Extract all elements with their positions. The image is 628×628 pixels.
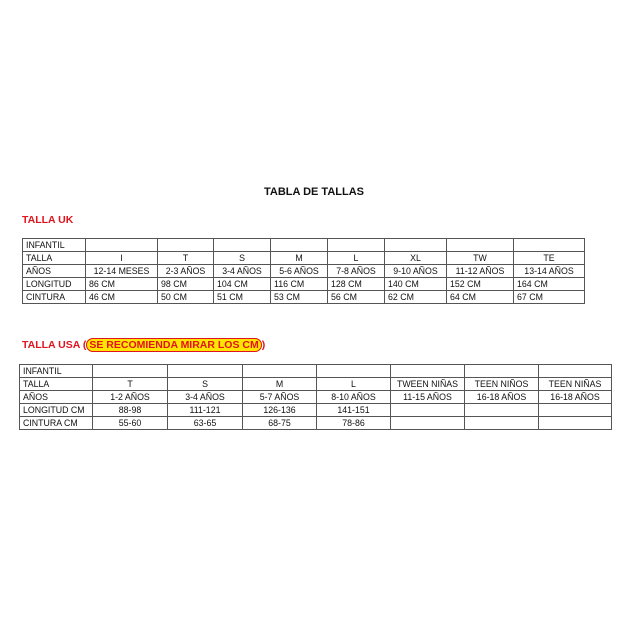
uk-cell	[447, 239, 514, 252]
uk-cell: 62 CM	[385, 291, 447, 304]
uk-cell: 9-10 AÑOS	[385, 265, 447, 278]
uk-cell	[385, 239, 447, 252]
usa-cell: 16-18 AÑOS	[539, 391, 612, 404]
uk-cell: I	[86, 252, 158, 265]
usa-cell: 126-136	[243, 404, 317, 417]
usa-cell: S	[168, 378, 243, 391]
usa-cell: 68-75	[243, 417, 317, 430]
uk-cell: TW	[447, 252, 514, 265]
uk-cell: 13-14 AÑOS	[514, 265, 585, 278]
uk-cell: 128 CM	[328, 278, 385, 291]
usa-row-label: CINTURA CM	[20, 417, 93, 430]
uk-cell: 53 CM	[271, 291, 328, 304]
usa-cell: 3-4 AÑOS	[168, 391, 243, 404]
uk-cell: 140 CM	[385, 278, 447, 291]
usa-cell: 8-10 AÑOS	[317, 391, 391, 404]
uk-cell: 164 CM	[514, 278, 585, 291]
uk-row-infantil	[23, 239, 585, 252]
usa-label-suffix: )	[261, 339, 266, 351]
uk-cell: L	[328, 252, 385, 265]
usa-cell: TEEN NIÑAS	[539, 378, 612, 391]
uk-row-talla	[23, 252, 585, 265]
usa-cell	[317, 365, 391, 378]
usa-cell: 141-151	[317, 404, 391, 417]
usa-cell: 88-98	[93, 404, 168, 417]
usa-size-table	[19, 364, 612, 430]
usa-cell: 63-65	[168, 417, 243, 430]
usa-cell: TEEN NIÑOS	[465, 378, 539, 391]
usa-cell	[465, 365, 539, 378]
uk-cell: S	[214, 252, 271, 265]
uk-cell: 98 CM	[158, 278, 214, 291]
usa-cell	[168, 365, 243, 378]
uk-row-anos	[23, 265, 585, 278]
uk-cell: 67 CM	[514, 291, 585, 304]
usa-cell	[539, 365, 612, 378]
uk-cell: 152 CM	[447, 278, 514, 291]
usa-cell: 16-18 AÑOS	[465, 391, 539, 404]
usa-cell	[465, 417, 539, 430]
uk-cell: 64 CM	[447, 291, 514, 304]
uk-row-longitud	[23, 278, 585, 291]
uk-cell: 7-8 AÑOS	[328, 265, 385, 278]
usa-cell: 55-60	[93, 417, 168, 430]
usa-cell: TWEEN NIÑAS	[391, 378, 465, 391]
uk-cell	[328, 239, 385, 252]
usa-cell	[93, 365, 168, 378]
uk-row-label: INFANTIL	[23, 239, 86, 252]
page-title: TABLA DE TALLAS	[263, 186, 364, 198]
usa-cell	[539, 417, 612, 430]
usa-cell: M	[243, 378, 317, 391]
usa-cell	[391, 404, 465, 417]
uk-cell: XL	[385, 252, 447, 265]
usa-row-cintura	[20, 417, 612, 430]
usa-cell: 78-86	[317, 417, 391, 430]
uk-cell	[158, 239, 214, 252]
usa-row-talla	[20, 378, 612, 391]
uk-cell: 56 CM	[328, 291, 385, 304]
usa-cell: 111-121	[168, 404, 243, 417]
uk-size-table	[22, 238, 585, 304]
uk-row-label: TALLA	[23, 252, 86, 265]
usa-label-highlight: SE RECOMIENDA MIRAR LOS CM	[86, 338, 261, 352]
uk-cell: 51 CM	[214, 291, 271, 304]
uk-cell: T	[158, 252, 214, 265]
usa-cell	[539, 404, 612, 417]
usa-row-infantil	[20, 365, 612, 378]
usa-cell	[391, 365, 465, 378]
usa-row-label: TALLA	[20, 378, 93, 391]
usa-row-longitud	[20, 404, 612, 417]
uk-cell	[271, 239, 328, 252]
uk-cell: 2-3 AÑOS	[158, 265, 214, 278]
usa-row-label: LONGITUD CM	[20, 404, 93, 417]
usa-row-label: INFANTIL	[20, 365, 93, 378]
uk-cell: 104 CM	[214, 278, 271, 291]
usa-label-prefix: TALLA USA (	[22, 339, 87, 351]
usa-cell	[243, 365, 317, 378]
uk-row-cintura	[23, 291, 585, 304]
usa-cell: L	[317, 378, 391, 391]
usa-row-anos	[20, 391, 612, 404]
uk-row-label: CINTURA	[23, 291, 86, 304]
usa-cell: 5-7 AÑOS	[243, 391, 317, 404]
uk-row-label: LONGITUD	[23, 278, 86, 291]
usa-section-label	[22, 339, 265, 351]
uk-section-label: TALLA UK	[22, 214, 74, 226]
uk-cell: TE	[514, 252, 585, 265]
uk-cell: 86 CM	[86, 278, 158, 291]
uk-cell: 46 CM	[86, 291, 158, 304]
usa-cell: T	[93, 378, 168, 391]
uk-row-label: AÑOS	[23, 265, 86, 278]
uk-cell: 5-6 AÑOS	[271, 265, 328, 278]
usa-row-label: AÑOS	[20, 391, 93, 404]
uk-cell	[214, 239, 271, 252]
usa-cell	[465, 404, 539, 417]
uk-cell	[86, 239, 158, 252]
usa-cell: 11-15 AÑOS	[391, 391, 465, 404]
uk-cell: 50 CM	[158, 291, 214, 304]
uk-cell: 3-4 AÑOS	[214, 265, 271, 278]
uk-cell: 116 CM	[271, 278, 328, 291]
uk-cell	[514, 239, 585, 252]
usa-cell	[391, 417, 465, 430]
uk-cell: M	[271, 252, 328, 265]
uk-cell: 12-14 MESES	[86, 265, 158, 278]
usa-cell: 1-2 AÑOS	[93, 391, 168, 404]
uk-cell: 11-12 AÑOS	[447, 265, 514, 278]
